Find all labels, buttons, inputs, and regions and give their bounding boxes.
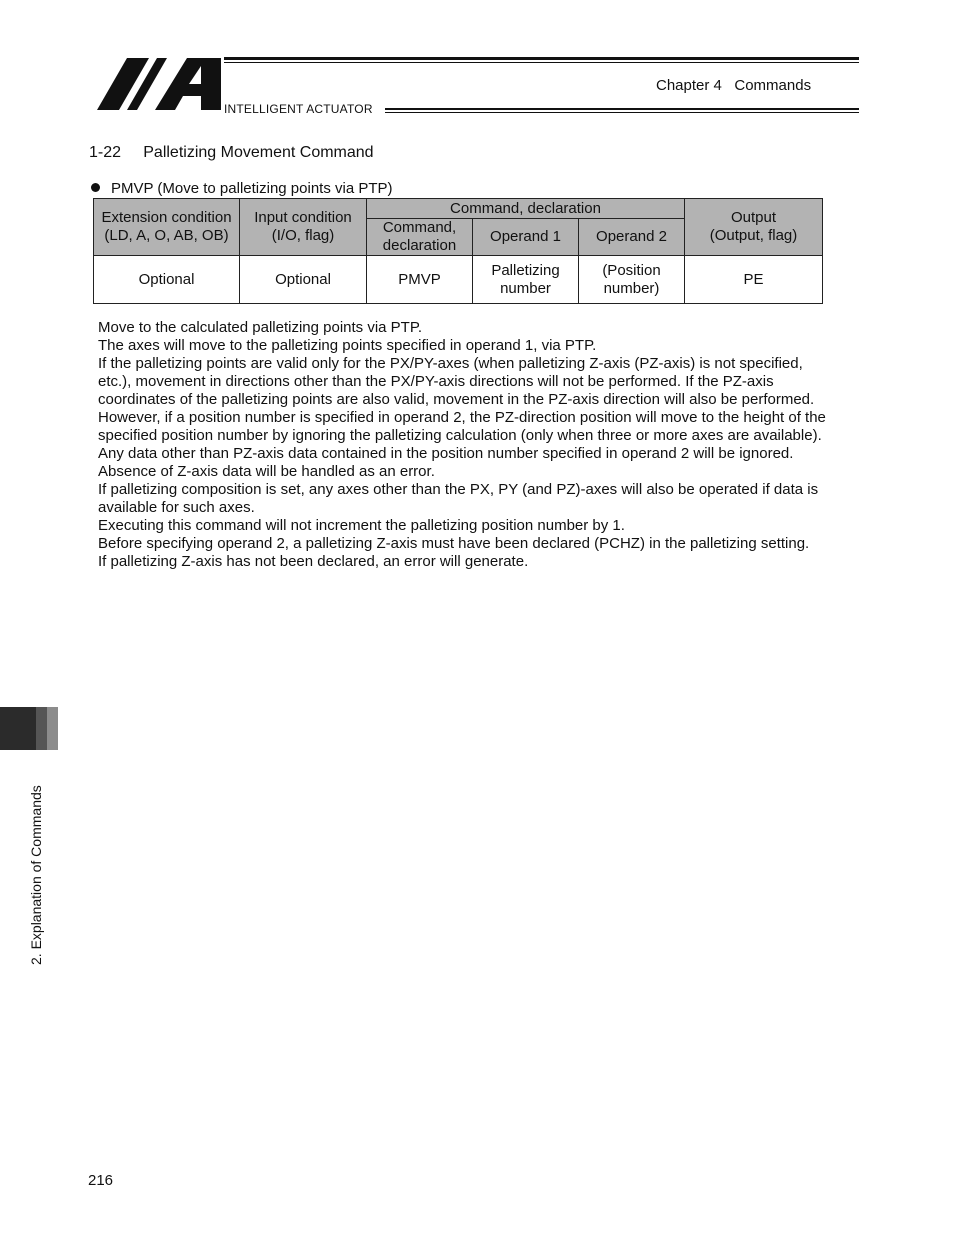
cell-operand-2: (Position number) <box>579 256 685 304</box>
header-operand-2: Operand 2 <box>579 219 685 256</box>
description-line: Any data other than PZ-axis data contained in the position number specified in operand 2 will be ignored. <box>98 445 794 462</box>
description-line: If the palletizing points are valid only for the PX/PY-axes (when palletizing Z-axis (PZ-axis) is not specified, <box>98 355 803 372</box>
chapter-tab <box>0 707 36 750</box>
cell-command: PMVP <box>367 256 473 304</box>
cell-extension: Optional <box>94 256 240 304</box>
description-line: Absence of Z-axis data will be handled as an error. <box>98 463 435 480</box>
header-rule <box>385 108 859 110</box>
header-rule <box>224 62 859 63</box>
description-line: available for such axes. <box>98 499 255 516</box>
description-line: The axes will move to the palletizing points specified in operand 1, via PTP. <box>98 337 597 354</box>
chapter-tab <box>36 707 47 750</box>
description-line: Before specifying operand 2, a palletizing Z-axis must have been declared (PCHZ) in the palletizing setting. <box>98 535 810 552</box>
description-line: However, if a position number is specified in operand 2, the PZ-direction position will move to the height of the <box>98 409 826 426</box>
header-command: Command, declaration <box>367 219 473 256</box>
cell-operand-1: Palletizing number <box>473 256 579 304</box>
command-heading: PMVP (Move to palletizing points via PTP) <box>111 180 393 197</box>
cell-output: PE <box>685 256 823 304</box>
bullet-icon <box>91 183 100 192</box>
command-table <box>93 198 823 304</box>
description-line: Move to the calculated palletizing points via PTP. <box>98 319 423 336</box>
description-line: specified position number by ignoring the palletizing calculation (only when three or more axes are available). <box>98 427 822 444</box>
header-operand-1: Operand 1 <box>473 219 579 256</box>
chapter-title: Chapter 4 Commands <box>656 77 812 94</box>
header-input-condition: Input condition (I/O, flag) <box>240 199 367 256</box>
header-rule <box>224 57 859 60</box>
header-extension-condition: Extension condition (LD, A, O, AB, OB) <box>94 199 240 256</box>
chapter-tab <box>47 707 58 750</box>
iai-logo <box>97 58 221 110</box>
description-line: etc.), movement in directions other than the PX/PY-axis directions will not be performed. If the PZ-axis <box>98 373 774 390</box>
description-line: If palletizing composition is set, any axes other than the PX, PY (and PZ)-axes will also be operated if data is <box>98 481 819 498</box>
description-line: coordinates of the palletizing points are also valid, movement in the PZ-axis direction will also be performed. <box>98 391 815 408</box>
description <box>98 319 868 571</box>
description-line: If palletizing Z-axis has not been declared, an error will generate. <box>98 553 529 570</box>
header-output: Output (Output, flag) <box>685 199 823 256</box>
brand-name: INTELLIGENT ACTUATOR <box>224 102 373 116</box>
section-title: 1-22 Palletizing Movement Command <box>89 144 374 161</box>
side-section-label: 2. Explanation of Commands <box>28 785 44 965</box>
page-number: 216 <box>88 1172 114 1189</box>
description-line: Executing this command will not increment the palletizing position number by 1. <box>98 517 625 534</box>
header-command-declaration-group: Command, declaration <box>367 199 685 219</box>
table-row <box>94 256 823 304</box>
header-rule <box>385 112 859 113</box>
cell-input: Optional <box>240 256 367 304</box>
